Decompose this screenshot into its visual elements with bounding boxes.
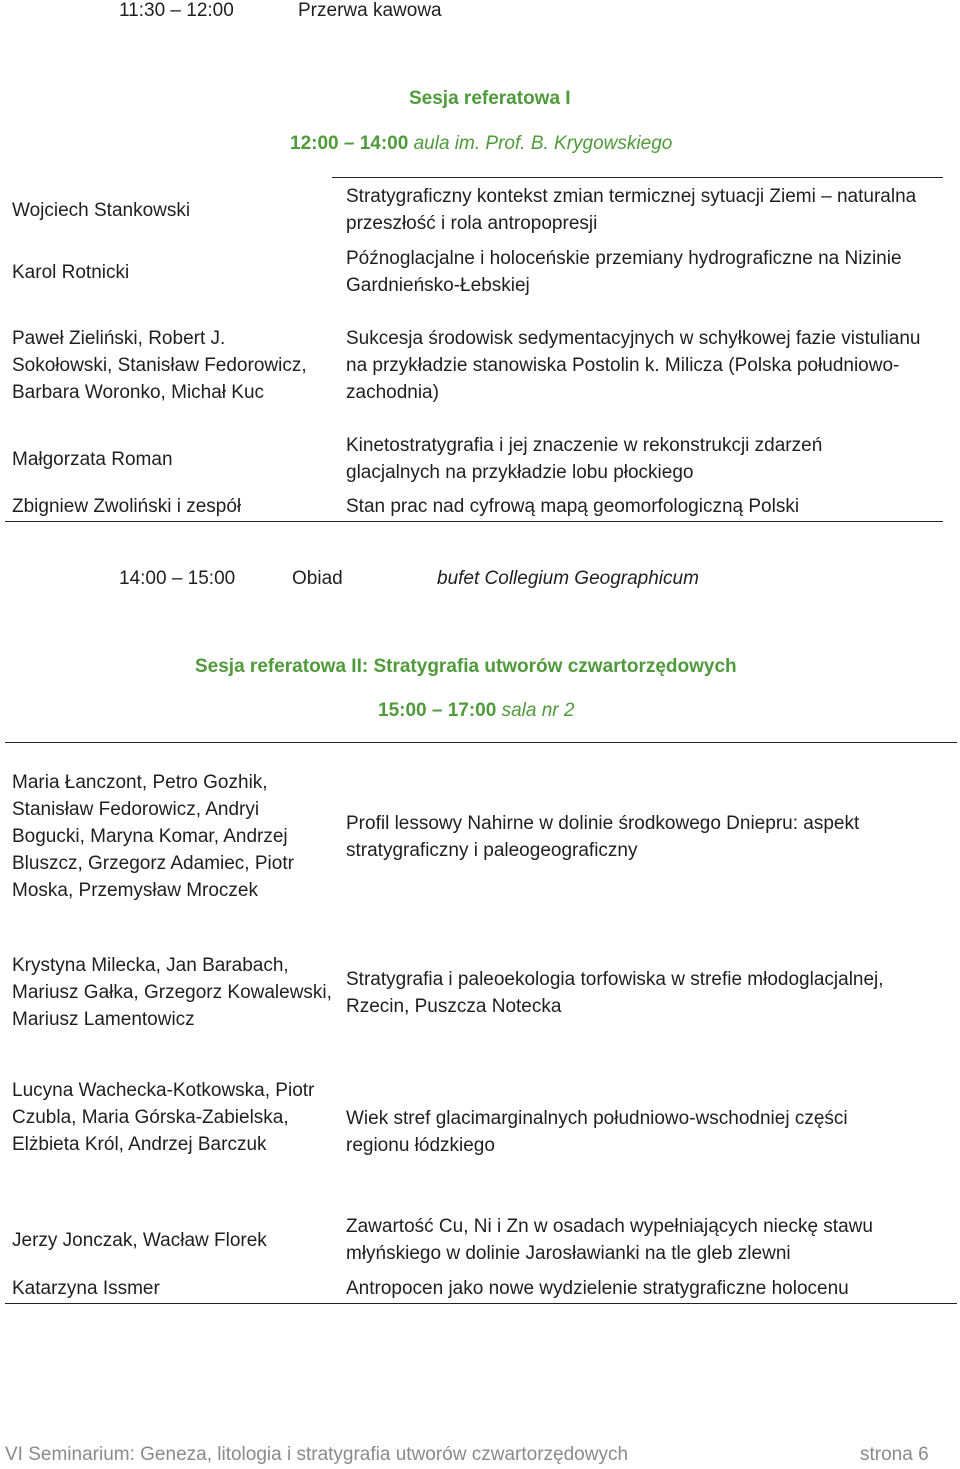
- session2-bottom-rule: [5, 1303, 957, 1304]
- paper-title: Profil lessowy Nahirne w dolinie środkowego Dniepru: aspekt stratygraficzny i paleogeograficzny: [346, 813, 860, 861]
- session1-top-rule: [332, 177, 943, 178]
- paper-title: Stan prac nad cyfrową mapą geomorfologiczną Polski: [346, 496, 800, 517]
- break-label: Przerwa kawowa: [298, 0, 442, 21]
- author-cell: Małgorzata Roman: [12, 449, 173, 470]
- author-cell: Paweł Zieliński, Robert J. Sokołowski, Stanisław Fedorowicz, Barbara Woronko, Michał Kuc: [12, 328, 307, 403]
- paper-title: Późnoglacjalne i holoceńskie przemiany hydrograficzne na Nizinie Gardnieńsko-Łebskiej: [346, 248, 902, 296]
- paper-title: Sukcesja środowisk sedymentacyjnych w schyłkowej fazie vistulianu na przykładzie stanowiska Postolin k. Milicza (Polska południowo-zachodnia): [346, 328, 921, 403]
- author-cell: Jerzy Jonczak, Wacław Florek: [12, 1230, 267, 1251]
- author-cell: Krystyna Milecka, Jan Barabach, Mariusz Gałka, Grzegorz Kowalewski, Mariusz Lamentowicz: [12, 955, 332, 1030]
- session1-time: 12:00 – 14:00: [290, 133, 409, 154]
- session2-top-rule: [5, 742, 957, 743]
- session2-title: Sesja referatowa II: Stratygrafia utworów czwartorzędowych: [195, 656, 737, 677]
- paper-title: Stratygraficzny kontekst zmian termicznej sytuacji Ziemi – naturalna przeszłość i rola antropopresji: [346, 186, 917, 234]
- lunch-place: bufet Collegium Geographicum: [437, 568, 699, 589]
- session1-place: aula im. Prof. B. Krygowskiego: [413, 133, 673, 154]
- session1-title: Sesja referatowa I: [409, 88, 571, 109]
- session2-time-place: [378, 700, 574, 722]
- session1-time-place: [290, 133, 672, 155]
- paper-title: Stratygrafia i paleoekologia torfowiska w strefie młodoglacjalnej, Rzecin, Puszcza Notecka: [346, 969, 884, 1017]
- author-cell: Zbigniew Zwoliński i zespół: [12, 496, 242, 517]
- author-cell: Wojciech Stankowski: [12, 200, 191, 221]
- session1-bottom-rule: [5, 521, 943, 522]
- paper-title: Kinetostratygrafia i jej znaczenie w rekonstrukcji zdarzeń glacjalnych na przykładzie lobu płockiego: [346, 435, 823, 483]
- session2-place: sala nr 2: [501, 700, 575, 721]
- break-time: 11:30 – 12:00: [119, 0, 234, 21]
- paper-title: Wiek stref glacimarginalnych południowo-wschodniej części regionu łódzkiego: [346, 1108, 848, 1156]
- author-cell: Lucyna Wachecka-Kotkowska, Piotr Czubla, Maria Górska-Zabielska, Elżbieta Król, Andrzej Barczuk: [12, 1080, 315, 1155]
- session2-time: 15:00 – 17:00: [378, 700, 497, 721]
- author-cell: Katarzyna Issmer: [12, 1278, 160, 1299]
- author-cell: Maria Łanczont, Petro Gozhik, Stanisław Fedorowicz, Andryi Bogucki, Maryna Komar, Andrzej Bluszcz, Grzegorz Adamiec, Piotr Moska, Przemysław Mroczek: [12, 772, 294, 901]
- page-number: strona 6: [860, 1444, 929, 1465]
- lunch-time: 14:00 – 15:00: [119, 568, 236, 589]
- paper-title: Antropocen jako nowe wydzielenie stratygraficzne holocenu: [346, 1278, 849, 1299]
- author-cell: Karol Rotnicki: [12, 262, 130, 283]
- footer-title: VI Seminarium: Geneza, litologia i stratygrafia utworów czwartorzędowych: [5, 1444, 629, 1465]
- paper-title: Zawartość Cu, Ni i Zn w osadach wypełniających nieckę stawu młyńskiego w dolinie Jarosławianki na tle gleb zlewni: [346, 1216, 873, 1264]
- lunch-label: Obiad: [292, 568, 343, 589]
